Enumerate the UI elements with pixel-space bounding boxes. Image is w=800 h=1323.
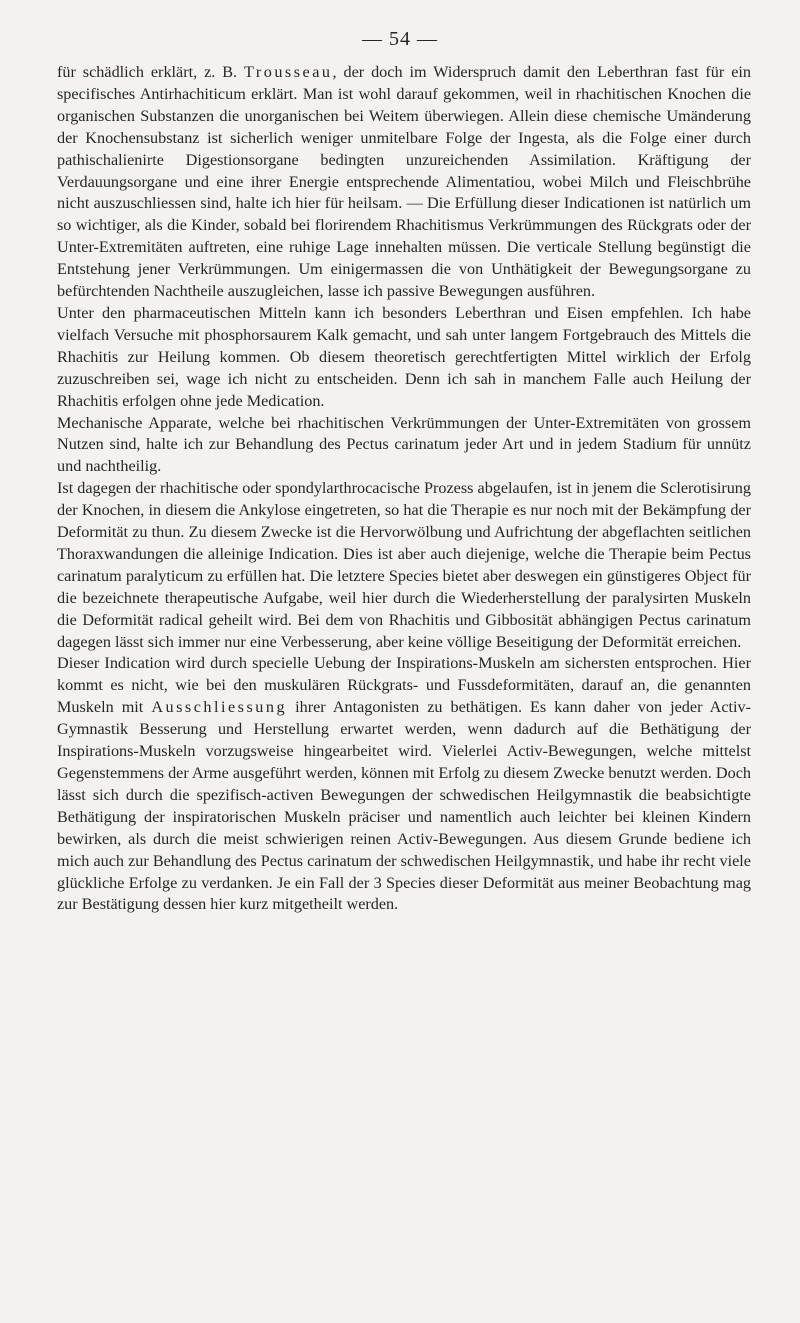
paragraph-5-text-b: ihrer Antagonisten zu bethätigen. Es kann daher von jeder Activ-Gymnastik Besserung und Herstellung erwartet werden, wenn dadurch auf die Bethätigung der Inspirations-Muskeln vorzugsweise hingearbeitet wird. Vielerlei Activ-Bewegungen, welche mittelst Gegenstemmens der Arme ausgeführt werden, können mit Erfolg zu diesem Zwecke benutzt werden. Doch lässt sich durch die spezifisch-activen Bewegungen der schwedischen Heilgymnastik die beabsichtigte Bethätigung der inspiratorischen Muskeln präciser und namentlich auch leichter bei kleinen Kindern bewirken, als durch die meist schwierigen reinen Activ-Bewegungen. Aus diesem Grunde bediene ich mich auch zur Behandlung des Pectus carinatum der schwedischen Heilgymnastik, und habe ihr recht viele glückliche Erfolge zu verdanken. Je ein Fall der 3 Species dieser Deformität aus meiner Beobachtung mag zur Bestätigung dessen hier kurz mitgetheilt werden. xyxy=(57,698,751,914)
paragraph-1 xyxy=(57,62,751,303)
body-text xyxy=(57,62,751,916)
paragraph-5-text-a: Dieser Indication wird durch specielle Uebung der Inspirations-Muskeln am sichersten entsprochen. Hier kommt es nicht, wie bei den muskulären Rückgrats- und Fussdeformitäten, darauf an, die genannten Muskeln mit xyxy=(57,654,751,717)
paragraph-3: Mechanische Apparate, welche bei rhachitischen Verkrümmungen der Unter-Extremitäten von grossem Nutzen sind, halte ich zur Behandlung des Pectus carinatum jeder Art und in jedem Stadium für unnütz und nachtheilig. xyxy=(57,413,751,476)
page-number: — 54 — xyxy=(362,28,438,50)
paragraph-1-text-a: für schädlich erklärt, z. B. xyxy=(57,63,245,81)
emphasis-ausschliessung: Ausschliessung xyxy=(151,698,288,717)
paragraph-1-text-b: , der doch im Widerspruch damit den Leberthran fast für ein specifisches Antirhachiticum erklärt. Man ist wohl darauf gekommen, weil in rhachitischen Knochen die organischen Substanzen die unorganischen bei Weitem überwiegen. Allein diese chemische Umänderung der Knochensubstanz ist sicherlich weniger unmitelbare Folge der Ingesta, als die Folge einer durch pathischalienirte Digestionsorgane bedingten unzureichenden Assimilation. Kräftigung der Verdauungsorgane und eine ihrer Energie entsprechende Alimentatiou, wobei Milch und Fleischbrühe nicht auszuschliessen sind, halte ich hier für heilsam. — Die Erfüllung dieser Indicationen ist natürlich um so wichtiger, als die Kinder, sobald bei florirendem Rhachitismus Verkrümmungen des Rückgrats oder der Unter-Extremitäten auftreten, eine ruhige Lage innehalten müssen. Die verticale Stellung begünstigt die Entstehung jener Verkrümmungen. Um einigermassen die von Unthätigkeit der Bewegungsorgane zu befürchtenden Nachtheile auszugleichen, lasse ich passive Bewegungen ausführen. xyxy=(57,63,751,301)
paragraph-2: Unter den pharmaceutischen Mitteln kann ich besonders Leberthran und Eisen empfehlen. Ich habe vielfach Versuche mit phosphorsaurem Kalk gemacht, und sah unter langem Fortgebrauch des Mittels die Rhachitis zur Heilung kommen. Ob diesem theoretisch gerechtfertigten Mittel wirklich der Erfolg zuzuschreiben sei, wage ich nicht zu entscheiden. Denn ich sah in manchem Falle auch Heilung der Rhachitis erfolgen ohne jede Medication. xyxy=(57,303,751,410)
author-name-trousseau: Trousseau xyxy=(244,63,333,81)
paragraph-4: Ist dagegen der rhachitische oder spondylarthrocacische Prozess abgelaufen, ist in jenem die Sclerotisirung der Knochen, in diesem die Ankylose eingetreten, so hat die Therapie es nur noch mit der Bekämpfung der Deformität zu thun. Zu diesem Zwecke ist die Hervorwölbung und Aufrichtung der abgeflachten seitlichen Thoraxwandungen die alleinige Indication. Dies ist aber auch diejenige, welche die Therapie beim Pectus carinatum paralyticum zu erfüllen hat. Die letztere Species bietet aber deswegen ein günstigeres Object für die bezeichnete therapeutische Aufgabe, weil hier durch die Wiederherstellung der paralysirten Muskeln die Deformität radical geheilt wird. Bei dem von Rhachitis und Gibbosität abhängigen Pectus carinatum dagegen lässt sich immer nur eine Verbesserung, aber keine völlige Beseitigung der Deformität erreichen. xyxy=(57,479,751,651)
paragraph-5 xyxy=(57,653,751,916)
